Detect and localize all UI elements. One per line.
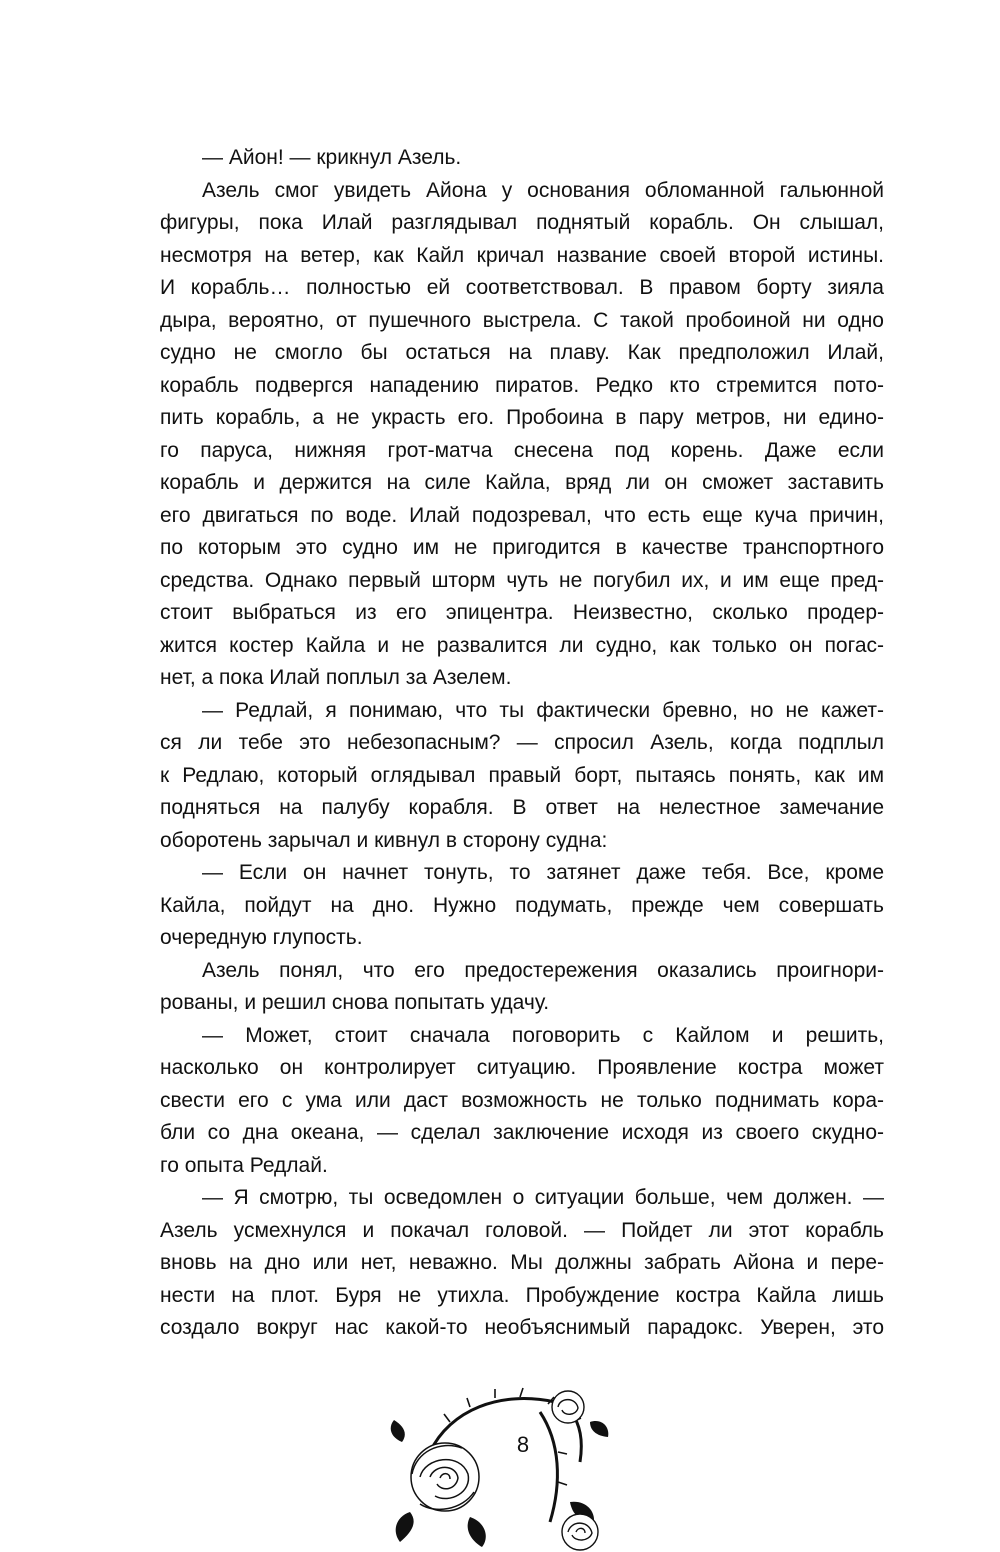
text-line: — Если он начнет тонуть, то затянет даже тебя. Все, кроме [202, 861, 884, 884]
text-line: Кайла, пойдут на дно. Нужно подумать, прежде чем совершать [160, 893, 884, 917]
text-line: его двигаться по воде. Илай подозревал, что есть еще куча причин, [160, 503, 884, 527]
text-line: Азель усмехнулся и покачал головой. — Пойдет ли этот корабль [160, 1218, 884, 1242]
text-line: корабль подвергся нападению пиратов. Редко кто стремится пото- [160, 373, 884, 397]
text-line: — Я смотрю, ты осведомлен о ситуации больше, чем должен. — [202, 1186, 884, 1209]
text-line: — Редлай, я понимаю, что ты фактически бревно, но не кажет- [202, 698, 884, 722]
text-line: корабль и держится на силе Кайла, вряд ли он сможет заставить [160, 471, 884, 494]
text-line: очередную глупость. [160, 926, 363, 949]
text-line: И корабль… полностью ей соответствовал. В правом борту зияла [160, 276, 884, 299]
text-line: Азель смог увидеть Айона у основания обломанной гальюнной [202, 178, 884, 202]
text-line: подняться на палубу корабля. В ответ на нелестное замечание [160, 796, 884, 819]
text-line: стоит выбраться из его эпицентра. Неизвестно, сколько продер- [160, 601, 884, 624]
text-line: жится костер Кайла и не развалится ли судно, как только он погас- [160, 633, 884, 657]
text-line: по которым это судно им не пригодится в качестве транспортного [160, 536, 884, 559]
rose-left [411, 1443, 479, 1511]
text-line: несмотря на ветер, как Кайл кричал название своей второй истины. [160, 243, 884, 267]
text-line: го опыта Редлай. [160, 1153, 328, 1177]
page-number: 8 [516, 1432, 530, 1457]
text-line: создало вокруг нас какой-то необъяснимый парадокс. Уверен, это [160, 1316, 884, 1339]
text-line: насколько он контролирует ситуацию. Проявление костра может [160, 1056, 884, 1079]
text-line: к Редлаю, который оглядывал правый борт, пытаясь понять, как им [160, 763, 884, 787]
text-line: средства. Однако первый шторм чуть не погубил их, и им еще пред- [160, 568, 884, 592]
text-line: оборотень зарычал и кивнул в сторону судна: [160, 828, 608, 852]
text-line: фигуры, пока Илай разглядывал поднятый корабль. Он слышал, [160, 211, 884, 234]
text-line: Азель понял, что его предостережения оказались проигнори- [202, 958, 884, 982]
text-line: дыра, вероятно, от пушечного выстрела. С такой пробоиной ни одно [160, 308, 884, 332]
body-text [160, 142, 884, 1345]
text-line: рованы, и решил снова попытать удачу. [160, 991, 550, 1014]
text-line: — Может, стоит сначала поговорить с Кайлом и решить, [202, 1023, 884, 1047]
text-line: судно не смогло бы остаться на плаву. Как предположил Илай, [160, 341, 884, 364]
rose-wreath-icon [390, 1382, 610, 1552]
text-line: нет, а пока Илай поплыл за Азелем. [160, 666, 512, 689]
text-line: пить корабль, а не украсть его. Пробоина в пару метров, ни едино- [160, 406, 884, 429]
text-line: го паруса, нижняя грот-матча снесена под корень. Даже если [160, 438, 884, 462]
text-line: — Айон! — крикнул Азель. [202, 146, 462, 169]
text-line: ся ли тебе это небезопасным? — спросил Азель, когда подплыл [160, 731, 884, 754]
text-line: свести его с ума или даст возможность не только поднимать кора- [160, 1088, 884, 1112]
text-line: нести на плот. Буря не утихла. Пробуждение костра Кайла лишь [160, 1283, 884, 1307]
text-line: вновь на дно или нет, неважно. Мы должны забрать Айона и пере- [160, 1251, 884, 1274]
text-line: бли со дна океана, — сделал заключение исходя из своего скудно- [160, 1121, 884, 1144]
